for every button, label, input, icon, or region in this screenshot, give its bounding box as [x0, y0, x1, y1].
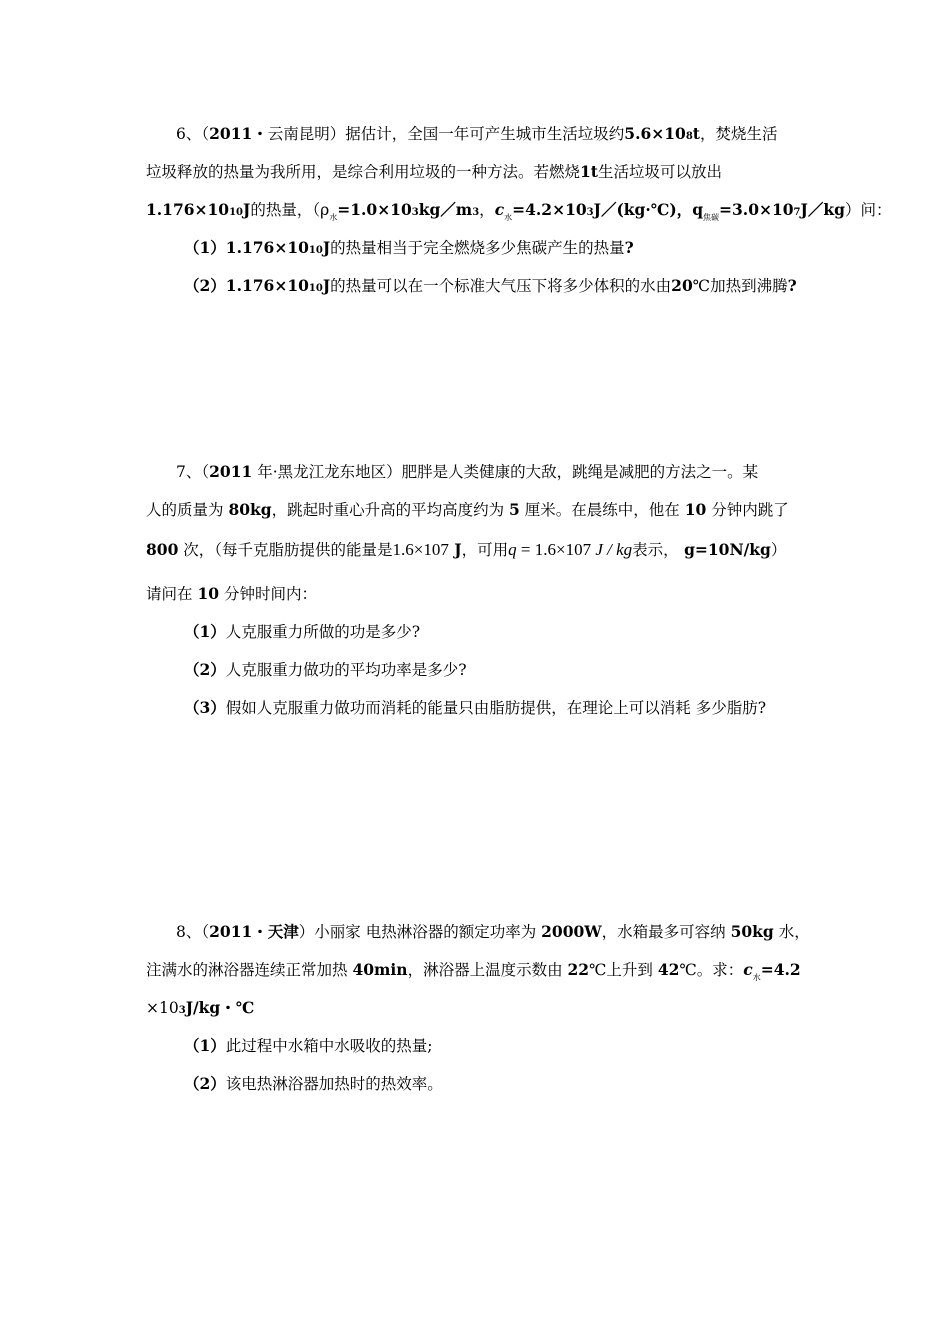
q7-text-end: ） — [770, 541, 787, 559]
q6-density: =1.0×10 — [337, 200, 412, 219]
q6-garbage-mass: 1t — [580, 162, 598, 181]
q6-specific-heat: =4.2×10 — [512, 200, 587, 219]
q7-fat-energy-exponent: 7 — [440, 540, 449, 559]
q8-sub1-number: （1） — [184, 1036, 226, 1055]
q6-sub1-heat: 1.176×10 — [225, 238, 309, 257]
q6-heat-value: 1.176×10 — [146, 200, 230, 219]
q7-sub2-text: 人克服重力做功的平均功率是多少? — [225, 661, 467, 679]
q8-start-temperature: 22 — [567, 960, 590, 979]
q6-coke-heat-exponent: 7 — [793, 207, 801, 218]
q6-coke-subscript: 焦碳 — [703, 213, 720, 222]
q6-garbage-unit: t — [692, 124, 700, 143]
q6-sub2-exponent: 10 — [308, 283, 323, 294]
q7-subquestion-3 — [184, 698, 766, 718]
q8-sub1-text: 此过程中水箱中水吸收的热量; — [225, 1037, 433, 1055]
q6-sub1-exponent: 10 — [308, 245, 323, 256]
q8-power: 2000W — [541, 922, 602, 941]
q6-heat-value-symbol: q — [692, 200, 704, 219]
q6-text-end: 生活垃圾可以放出 — [597, 163, 722, 181]
q6-text: 云南昆明）据估计，全国一年可产生城市生活垃圾约 — [267, 125, 625, 143]
q7-line-1 — [176, 462, 758, 482]
q6-sub2-text: 的热量可以在一个标准大气压下将多少体积的水由 — [330, 277, 672, 295]
q7-gravity: g=10N/kg — [678, 540, 771, 559]
q7-text: 次，（每千克脂肪提供的能量是 — [178, 541, 393, 559]
q6-heat-exponent: 10 — [229, 207, 244, 218]
q7-q-symbol: q — [508, 540, 517, 559]
q7-q-exponent: 7 — [582, 540, 592, 559]
q6-subquestion-2 — [184, 276, 797, 299]
q6-sub1-question-mark: ? — [624, 238, 634, 257]
q6-water-subscript: 水 — [329, 213, 338, 222]
q6-specific-heat-unit: J／(kg·℃)， — [593, 200, 693, 219]
q8-specific-heat-multiplier: ×10 — [146, 999, 179, 1017]
q8-sub2-number: （2） — [184, 1074, 226, 1093]
q7-number: 7、（ — [176, 463, 210, 481]
q6-density-exponent: 3 — [411, 207, 419, 218]
q8-specific-heat-unit: J/kg・℃ — [185, 998, 255, 1017]
q6-sub1-text: 的热量相当于完全燃烧多少焦碳产生的热量 — [330, 239, 625, 257]
q7-subquestion-2 — [184, 660, 467, 680]
q8-text-end: 水， — [773, 923, 810, 941]
q7-sub3-text: 假如人克服重力做功而消耗的能量只由脂肪提供，在理论上可以消耗 多少脂肪? — [225, 699, 767, 717]
q7-height: 5 — [509, 500, 520, 519]
q6-density-unit-exponent: 3 — [472, 207, 480, 218]
q6-sub2-number: （2） — [184, 276, 226, 295]
q8-mass: 50kg — [730, 922, 774, 941]
q6-line-3 — [146, 200, 891, 223]
q7-text-end: 分钟时间内： — [219, 585, 317, 603]
q7-sub2-number: （2） — [184, 660, 226, 679]
q8-source: 2011・天津 — [209, 922, 299, 941]
q6-subquestion-1 — [184, 238, 634, 261]
q7-source-year: 2011 — [209, 462, 253, 481]
q6-comma: ， — [479, 201, 495, 219]
q6-line-1 — [176, 124, 777, 147]
q8-text: ）小丽家 电热淋浴器的额定功率为 — [298, 923, 542, 941]
q7-text: 厘米。在晨练中，他在 — [519, 501, 685, 519]
q8-subquestion-1 — [184, 1036, 433, 1056]
q7-duration: 10 — [684, 500, 707, 519]
q7-fat-energy-unit: J — [448, 540, 462, 559]
q6-water-subscript: 水 — [504, 213, 513, 222]
q7-line-3 — [146, 540, 786, 560]
q7-text: 表示， — [632, 541, 679, 559]
q8-text: 注满水的淋浴器连续正常加热 — [146, 961, 353, 979]
q6-density-unit: kg／m — [418, 200, 473, 219]
q7-subquestion-1 — [184, 622, 420, 642]
q6-garbage-exponent: 8 — [685, 131, 693, 142]
q6-sub2-question-mark: ? — [787, 276, 797, 295]
q8-sub2-text: 该电热淋浴器加热时的热效率。 — [225, 1075, 443, 1093]
q7-text: 请问在 — [146, 585, 198, 603]
q8-line-3 — [146, 998, 254, 1021]
q7-sub1-text: 人克服重力所做的功是多少? — [225, 623, 421, 641]
q7-jump-count: 800 — [146, 540, 179, 559]
q6-sub1-unit: J — [322, 238, 331, 257]
q8-water-subscript: 水 — [752, 973, 761, 982]
q8-specific-heat: =4.2 — [760, 960, 801, 979]
q6-coke-heat-unit: J／kg — [800, 200, 845, 219]
q6-question-word: ）问： — [844, 201, 892, 219]
q6-heat-unit: J — [243, 200, 251, 219]
q8-text: ℃上升到 — [589, 961, 658, 979]
q8-line-2 — [146, 960, 801, 983]
q8-end-temperature: 42 — [657, 960, 680, 979]
q6-sub2-temperature: 20 — [671, 276, 693, 295]
q8-specific-heat-symbol: c — [743, 960, 753, 979]
q6-text: 垃圾释放的热量为我所用，是综合利用垃圾的一种方法。若燃烧 — [146, 163, 581, 181]
q7-q-value: = 1.6×10 — [516, 540, 583, 559]
q8-text: ，淋浴器上温度示数由 — [407, 961, 568, 979]
q7-sub3-number: （3） — [184, 698, 226, 717]
q8-line-1 — [176, 922, 810, 942]
q7-q-unit: J / kg — [591, 540, 633, 559]
q7-fat-energy: 1.6×10 — [392, 540, 441, 559]
q6-text: 的热量，（ρ — [250, 201, 330, 219]
q6-coke-heat-value: =3.0×10 — [719, 200, 794, 219]
q8-specific-heat-exponent: 3 — [178, 1005, 186, 1016]
q6-sub2-heat: 1.176×10 — [225, 276, 309, 295]
q7-duration: 10 — [197, 584, 220, 603]
q8-subquestion-2 — [184, 1074, 443, 1094]
q8-number: 8、（ — [176, 923, 210, 941]
q6-sub2-unit: J — [322, 276, 331, 295]
q8-time: 40min — [352, 960, 408, 979]
q7-text: ，跳起时重心升高的平均高度约为 — [271, 501, 510, 519]
q8-text: ，水箱最多可容纳 — [601, 923, 731, 941]
q6-specific-heat-symbol: c — [494, 200, 505, 219]
q6-number: 6、（ — [176, 125, 210, 143]
q6-specific-heat-exponent: 3 — [586, 207, 594, 218]
q6-sub1-number: （1） — [184, 238, 226, 257]
q7-line-4 — [146, 584, 317, 604]
q7-mass: 80kg — [228, 500, 272, 519]
q6-line-2 — [146, 162, 722, 182]
q7-text: 年·黑龙江龙东地区）肥胖是人类健康的大敌，跳绳是减肥的方法之一。某 — [252, 463, 759, 481]
q6-garbage-amount: 5.6×10 — [624, 124, 686, 143]
q8-text: ℃。求： — [679, 961, 744, 979]
q7-text: 人的质量为 — [146, 501, 229, 519]
q7-text-end: 分钟内跳了 — [706, 501, 789, 519]
q6-sub2-text-end: ℃加热到沸腾 — [692, 277, 788, 295]
q7-sub1-number: （1） — [184, 622, 226, 641]
q7-text: ，可用 — [461, 541, 509, 559]
q7-line-2 — [146, 500, 789, 520]
q6-source-year: 2011・ — [209, 124, 268, 143]
q6-text-end: ，焚烧生活 — [699, 125, 778, 143]
